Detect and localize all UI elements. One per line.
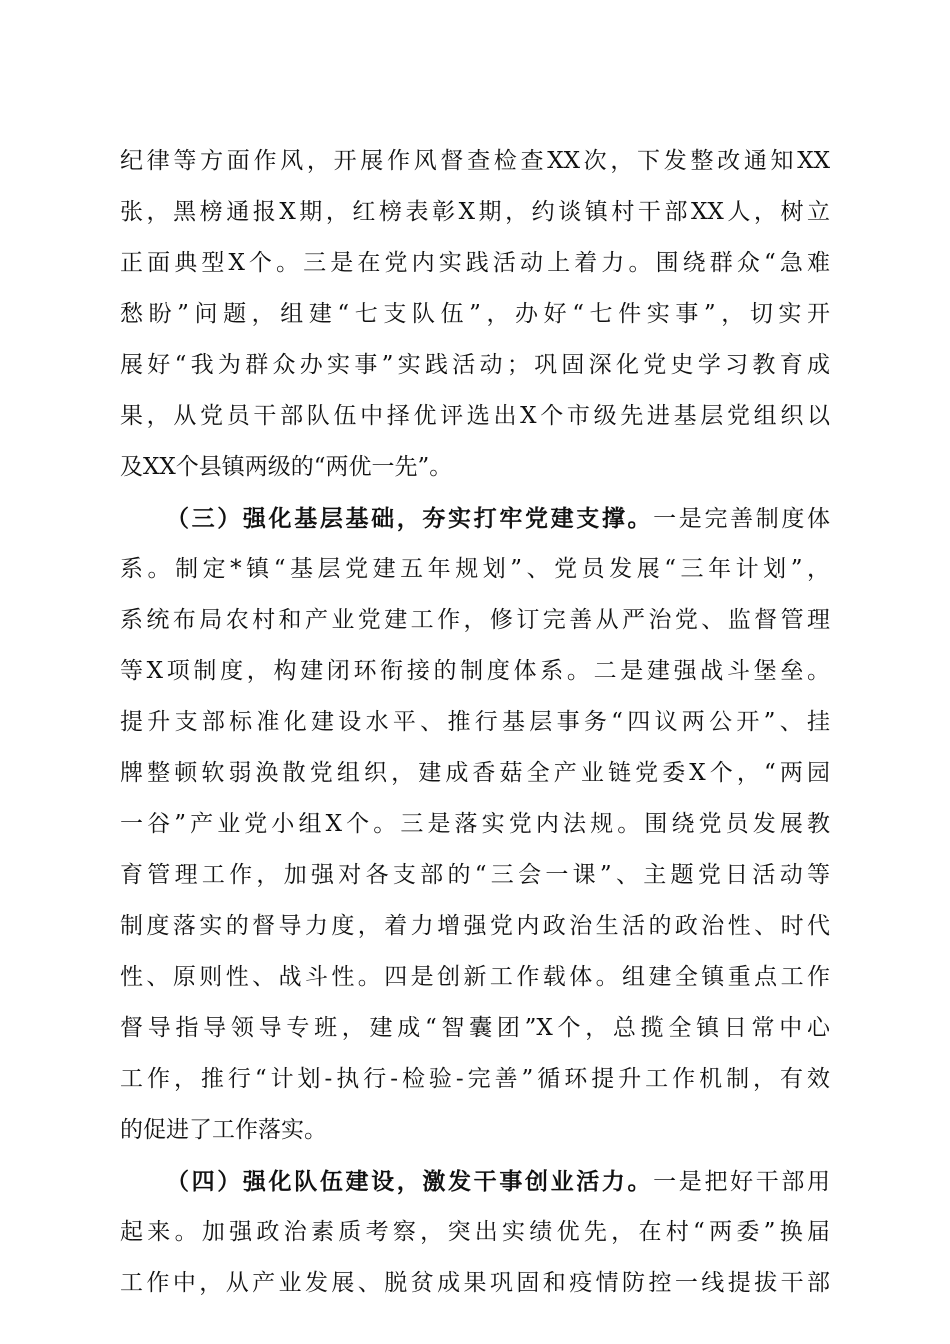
paragraph-line: 愁盼”问题，组建“七支队伍”，办好“七件实事”，切实开 (120, 301, 830, 327)
section-first-line (120, 493, 830, 544)
paragraph-line: 等X项制度，构建闭环衔接的制度体系。二是建强战斗堡垒。 (120, 658, 830, 684)
paragraph-line: 张，黑榜通报X期，红榜表彰X期，约谈镇村干部XX人，树立 (120, 199, 830, 225)
paragraph-line: 展好“我为群众办实事”实践活动；巩固深化党史学习教育成 (120, 352, 830, 378)
paragraph-line: 牌整顿软弱涣散党组织，建成香菇全产业链党委X个，“两园 (120, 760, 830, 786)
paragraph-line: 纪律等方面作风，开展作风督查检查XX次，下发整改通知XX (120, 148, 830, 174)
paragraph-line: 工作，推行“计划-执行-检验-完善”循环提升工作机制，有效 (120, 1066, 830, 1092)
paragraph-line: 正面典型X个。三是在党内实践活动上着力。围绕群众“急难 (120, 250, 830, 276)
document-body (120, 136, 830, 1309)
paragraph-line: 育管理工作，加强对各支部的“三会一课”、主题党日活动等 (120, 862, 830, 888)
paragraph-line: 系统布局农村和产业党建工作，修订完善从严治党、监督管理 (120, 607, 830, 633)
paragraph-line: 性、原则性、战斗性。四是创新工作载体。组建全镇重点工作 (120, 964, 830, 990)
section-first-text: 一是把好干部用 (653, 1169, 830, 1195)
paragraph-line: 系。制定*镇“基层党建五年规划”、党员发展“三年计划”， (120, 556, 830, 582)
paragraph-line: 的促进了工作落实。 (120, 1117, 327, 1143)
paragraph-line: 及XX个县镇两级的“两优一先”。 (120, 454, 453, 480)
section-first-text: 一是完善制度体 (653, 506, 830, 532)
paragraph-line: 制度落实的督导力度，着力增强党内政治生活的政治性、时代 (120, 913, 830, 939)
paragraph-line: 督导指导领导专班，建成“智囊团”X个，总揽全镇日常中心 (120, 1015, 830, 1041)
paragraph-line: 工作中，从产业发展、脱贫成果巩固和疫情防控一线提拔干部 (120, 1270, 830, 1296)
section-first-line (120, 1156, 830, 1207)
paragraph-line: 一谷”产业党小组X个。三是落实党内法规。围绕党员发展教 (120, 811, 830, 837)
paragraph-line: 提升支部标准化建设水平、推行基层事务“四议两公开”、挂 (120, 709, 830, 735)
section-heading: （三）强化基层基础，夯实打牢党建支撑。 (166, 505, 654, 532)
paragraph-line: 起来。加强政治素质考察，突出实绩优先，在村“两委”换届 (120, 1219, 830, 1245)
paragraph-line: 果，从党员干部队伍中择优评选出X个市级先进基层党组织以 (120, 403, 830, 429)
section-heading: （四）强化队伍建设，激发干事创业活力。 (166, 1168, 654, 1195)
